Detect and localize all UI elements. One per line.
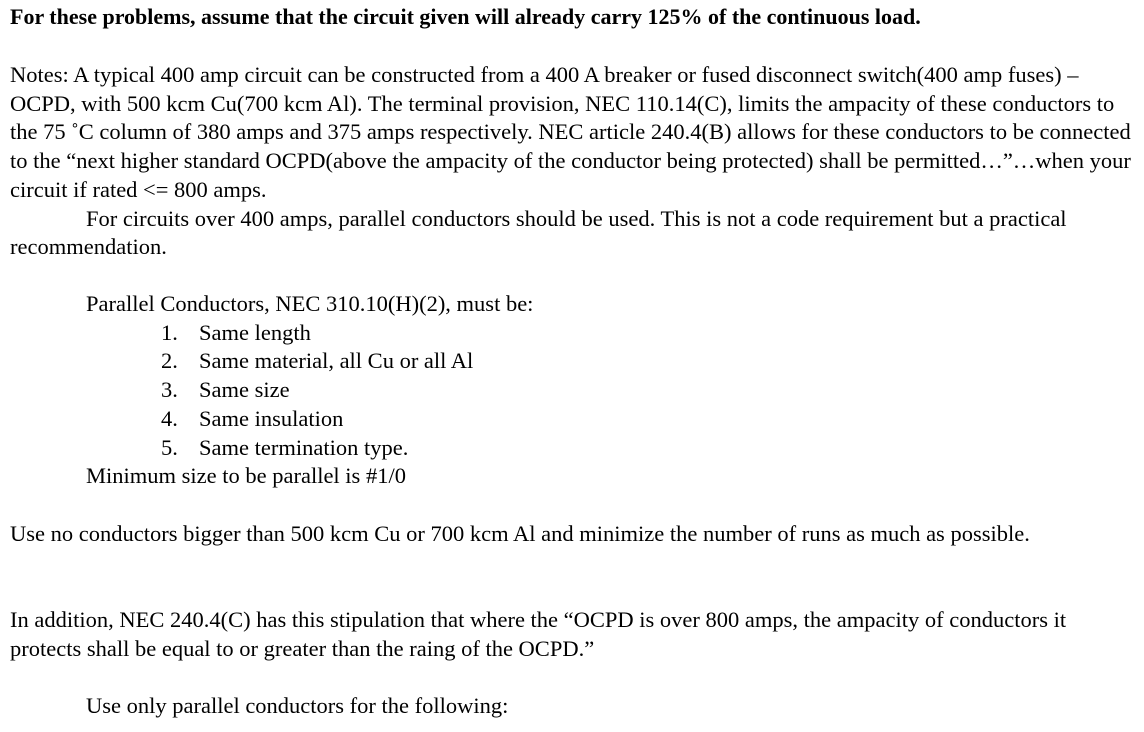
notes-paragraph-1: Notes: A typical 400 amp circuit can be constructed from a 400 A breaker or fused disconnect switch(400 amp fuses) – OCPD, with 500 kcm Cu(700 kcm Al). The terminal provision, NEC 110.14(C), limits the ampacity of these conductors to the 75 ˚C column of 380 amps and 375 amps respectively. NEC article 240.4(B) allows for these conductors to be connected to the “next higher standard OCPD(above the ampacity of the conductor being protected) shall be permitted…”…when your circuit if rated <= 800 amps.	[10, 62, 1131, 202]
heading: For these problems, assume that the circuit given will already carry 125% of the continuous load.	[10, 4, 921, 29]
list-text: Same material, all Cu or all Al	[199, 348, 474, 374]
notes-paragraph-2: For circuits over 400 amps, parallel conductors should be used. This is not a code requirement but a practical recommendation.	[10, 205, 1067, 260]
addition-note: In addition, NEC 240.4(C) has this stipulation that where the “OCPD is over 800 amps, the ampacity of conductors it protects shall be equal to or greater than the raing of the OCPD.”	[10, 607, 1067, 661]
list-number: 2.	[161, 348, 178, 374]
use-note: Use no conductors bigger than 500 kcm Cu or 700 kcm Al and minimize the number of runs as much as possible.	[10, 521, 1030, 546]
parallel-conductors-section	[86, 290, 1086, 491]
parallel-title: Parallel Conductors, NEC 310.10(H)(2), must be:	[86, 291, 534, 316]
list-text: Same length	[199, 319, 311, 345]
list-text: Same size	[199, 377, 290, 403]
requirements-list	[86, 319, 1086, 463]
list-text: Same termination type.	[199, 434, 409, 460]
list-number: 1.	[161, 319, 178, 345]
list-item	[161, 405, 1086, 434]
notes-section	[10, 61, 1136, 262]
list-number: 4.	[161, 405, 178, 431]
list-item	[161, 376, 1086, 405]
list-item	[161, 319, 1086, 348]
list-item	[161, 347, 1086, 376]
list-number: 5.	[161, 434, 178, 460]
list-item	[161, 434, 1086, 463]
only-parallel-note: Use only parallel conductors for the following:	[86, 693, 509, 718]
list-number: 3.	[161, 377, 178, 403]
list-text: Same insulation	[199, 405, 344, 431]
minimum-size-note: Minimum size to be parallel is #1/0	[86, 463, 406, 489]
